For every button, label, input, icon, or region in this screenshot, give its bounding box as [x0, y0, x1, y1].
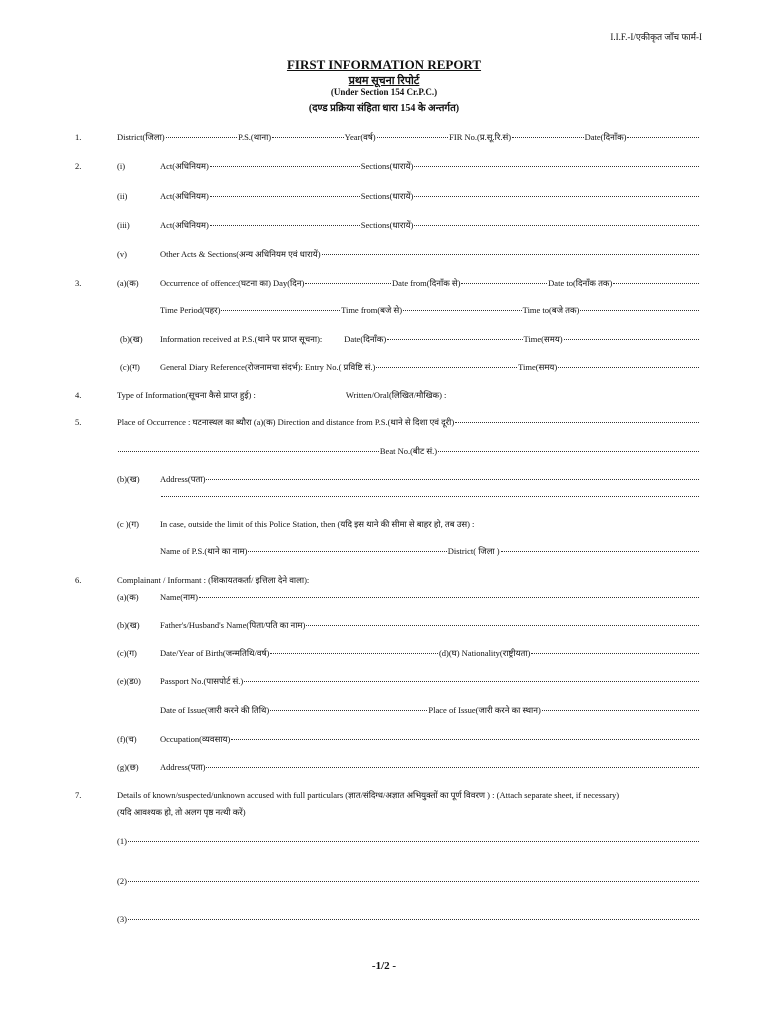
- nationality-field[interactable]: [531, 653, 699, 654]
- accused-number: (2): [117, 876, 127, 886]
- sections-field[interactable]: [414, 166, 699, 167]
- sub-number: (v): [117, 249, 127, 259]
- accused-note: (यदि आवश्यक हो, तो अलग पृष्ठ नत्थी करें): [117, 807, 246, 817]
- place-address-field[interactable]: [206, 479, 699, 480]
- district-label: District(जिला): [117, 132, 165, 142]
- ps-field[interactable]: [272, 137, 344, 138]
- item-number: 3.: [75, 278, 82, 288]
- district-field[interactable]: [166, 137, 238, 138]
- info-date-label: Date(दिनाँक): [344, 334, 387, 344]
- row-accused-3: [0, 911, 768, 927]
- fir-no-label: FIR No.(प्र.सू.रि.सं): [449, 132, 512, 142]
- date-label: Date(दिनाँक): [584, 132, 627, 142]
- row-other-acts: [0, 246, 768, 262]
- date-from-field[interactable]: [461, 283, 547, 284]
- type-info-label: Type of Information(सूचना कैसे प्राप्त हुई) :: [117, 390, 256, 400]
- item-number: 6.: [75, 575, 82, 585]
- form-reference: I.I.F.-I/एकीकृत जाँच फार्म-I: [610, 32, 702, 42]
- row-district: [0, 129, 768, 145]
- district-label: District( जिला ): [447, 546, 500, 556]
- section-reference: (Under Section 154 Cr.P.C.): [330, 87, 438, 97]
- date-issue-field[interactable]: [270, 710, 427, 711]
- sub-number: (iii): [117, 220, 130, 230]
- row-act-i: [0, 158, 768, 174]
- gd-entry-field[interactable]: [376, 367, 517, 368]
- page-title-hindi: प्रथम सूचना रिपोर्ट: [348, 75, 420, 87]
- time-to-field[interactable]: [580, 310, 699, 311]
- ps-label: P.S.(थाना): [238, 132, 272, 142]
- time-from-field[interactable]: [403, 310, 522, 311]
- row-name-ps: [0, 543, 768, 559]
- district-field[interactable]: [501, 551, 699, 552]
- direction-distance-field-2[interactable]: [118, 451, 379, 452]
- accused-details-label: Details of known/suspected/unknown accused with full particulars (ज्ञात/संदिग्ध/अज्ञात अभियुक्तों का पूर्ण विवरण ) : (Attach separate sheet, if necessary): [117, 790, 620, 800]
- date-to-label: Date to(दिनाँक तक): [548, 278, 613, 288]
- place-occurrence-label: Place of Occurrence : घटनास्थल का ब्यौरा (a)(क) Direction and distance from P.S.(थाने से दिशा एवं दूरी): [117, 417, 455, 427]
- row-act-iii: [0, 217, 768, 233]
- act-label: Act(अधिनियम): [160, 220, 209, 230]
- sub-number: (a)(क): [117, 278, 139, 288]
- sections-field[interactable]: [414, 196, 699, 197]
- date-field[interactable]: [627, 137, 699, 138]
- item-number: 5.: [75, 417, 82, 427]
- info-time-label: Time(समय): [523, 334, 563, 344]
- item-number: 7.: [75, 790, 82, 800]
- row-place-occurrence: [0, 414, 768, 430]
- sections-label: Sections(धारायें): [360, 161, 414, 171]
- row-info-received: [0, 331, 768, 347]
- sub-number: (f)(च): [117, 734, 137, 744]
- year-field[interactable]: [377, 137, 449, 138]
- row-passport-issue: [0, 702, 768, 718]
- sections-field[interactable]: [414, 225, 699, 226]
- sub-number: (b)(ख): [117, 474, 140, 484]
- gd-time-label: Time(समय): [518, 362, 558, 372]
- item-number: 4.: [75, 390, 82, 400]
- fir-no-field[interactable]: [512, 137, 584, 138]
- name-ps-field[interactable]: [248, 551, 446, 552]
- direction-distance-field[interactable]: [455, 422, 699, 423]
- other-acts-field[interactable]: [322, 254, 699, 255]
- row-type-info: [0, 387, 768, 403]
- row-occupation: [0, 731, 768, 747]
- sub-number: (b)(ख): [120, 334, 143, 344]
- row-act-ii: [0, 188, 768, 204]
- row-occurrence: [0, 275, 768, 291]
- row-outside-ps: [0, 516, 768, 532]
- occupation-field[interactable]: [231, 739, 699, 740]
- dob-field[interactable]: [270, 653, 438, 654]
- accused-number: (3): [117, 914, 127, 924]
- address-field[interactable]: [206, 767, 699, 768]
- place-address-label: Address(पता): [160, 474, 206, 484]
- beat-no-label: Beat No.(बीट सं.): [379, 446, 438, 456]
- act-label: Act(अधिनियम): [160, 161, 209, 171]
- beat-no-field[interactable]: [438, 451, 699, 452]
- row-beat-no: [0, 443, 768, 459]
- row-dob: [0, 645, 768, 661]
- info-received-label: Information received at P.S.(थाने पर प्राप्त सूचना):: [160, 334, 323, 344]
- time-to-label: Time to(बजे तक): [522, 305, 580, 315]
- complainant-label: Complainant / Informant : (शिकायतकर्ता/ इत्तिला देने वाला):: [117, 575, 310, 585]
- time-period-field[interactable]: [221, 310, 340, 311]
- info-date-field[interactable]: [387, 339, 522, 340]
- occurrence-day-field[interactable]: [305, 283, 391, 284]
- row-place-address: [0, 471, 768, 487]
- row-time-period: [0, 302, 768, 318]
- place-issue-label: Place of Issue(जारी करने का स्थान): [428, 705, 541, 715]
- written-oral-label: Written/Oral(लिखित/मौखिक) :: [345, 390, 447, 400]
- other-acts-label: Other Acts & Sections(अन्य अधिनियम एवं धारायें): [160, 249, 321, 259]
- accused-field-3[interactable]: [128, 919, 699, 920]
- sub-number: (b)(ख): [117, 620, 140, 630]
- nationality-label: (d)(घ) Nationality(राष्ट्रीयता): [438, 648, 531, 658]
- sub-number: (c)(ग): [117, 648, 137, 658]
- sections-label: Sections(धारायें): [360, 191, 414, 201]
- father-name-label: Father's/Husband's Name(पिता/पति का नाम): [160, 620, 306, 630]
- sections-label: Sections(धारायें): [360, 220, 414, 230]
- place-issue-field[interactable]: [542, 710, 699, 711]
- outside-ps-label: In case, outside the limit of this Police Station, then (यदि इस थाने की सीमा से बाहर हो, तब उस) :: [160, 519, 475, 529]
- passport-label: Passport No.(पासपोर्ट सं.): [160, 676, 244, 686]
- row-complainant-name: [0, 589, 768, 605]
- act-label: Act(अधिनियम): [160, 191, 209, 201]
- dob-label: Date/Year of Birth(जन्मतिथि/वर्ष): [160, 648, 270, 658]
- act-field[interactable]: [210, 196, 360, 197]
- occurrence-day-label: Occurrence of offence:(घटना का) Day(दिन): [160, 278, 305, 288]
- sub-number: (ii): [117, 191, 128, 201]
- sub-number: (a)(क): [117, 592, 139, 602]
- occupation-label: Occupation(व्यवसाय): [160, 734, 231, 744]
- gd-time-field[interactable]: [558, 367, 699, 368]
- sub-number: (c)(ग): [120, 362, 140, 372]
- row-place-address-2: [0, 498, 768, 514]
- act-field[interactable]: [210, 166, 360, 167]
- row-complainant-address: [0, 759, 768, 775]
- row-father-name: [0, 617, 768, 633]
- accused-number: (1): [117, 836, 127, 846]
- section-reference-hindi: (दण्ड प्रक्रिया संहिता धारा 154 के अन्तर्गत): [308, 103, 460, 114]
- row-accused: [0, 787, 768, 803]
- row-complainant: [0, 572, 768, 588]
- row-accused-2: [0, 873, 768, 889]
- passport-field[interactable]: [244, 681, 699, 682]
- date-to-field[interactable]: [613, 283, 699, 284]
- accused-field-2[interactable]: [128, 881, 699, 882]
- address-label: Address(पता): [160, 762, 206, 772]
- date-issue-label: Date of Issue(जारी करने की तिथि): [160, 705, 270, 715]
- row-passport: [0, 673, 768, 689]
- name-field[interactable]: [199, 597, 699, 598]
- time-from-label: Time from(बजे से): [341, 305, 403, 315]
- date-from-label: Date from(दिनाँक से): [392, 278, 461, 288]
- sub-number: (e)(ड0): [117, 676, 141, 686]
- father-name-field[interactable]: [306, 625, 699, 626]
- act-field[interactable]: [210, 225, 360, 226]
- gd-entry-label: General Diary Reference(रोजनामचा संदर्भ): Entry No.( प्रविष्टि सं.): [160, 362, 376, 372]
- item-number: 1.: [75, 132, 82, 142]
- name-label: Name(नाम): [160, 592, 198, 602]
- sub-number: (g)(छ): [117, 762, 139, 772]
- info-time-field[interactable]: [564, 339, 699, 340]
- item-number: 2.: [75, 161, 82, 171]
- sub-number: (i): [117, 161, 126, 171]
- row-accused-note: [0, 804, 768, 820]
- accused-field-1[interactable]: [128, 841, 699, 842]
- place-address-field-2[interactable]: [161, 496, 699, 497]
- page-title: FIRST INFORMATION REPORT: [286, 57, 482, 72]
- time-period-label: Time Period(पहर): [160, 305, 221, 315]
- sub-number: (c )(ग): [117, 519, 140, 529]
- row-accused-1: [0, 833, 768, 849]
- year-label: Year(वर्ष): [344, 132, 376, 142]
- name-ps-label: Name of P.S.(थाने का नाम): [160, 546, 248, 556]
- row-gd-ref: [0, 359, 768, 375]
- page-number: -1/2 -: [371, 960, 397, 972]
